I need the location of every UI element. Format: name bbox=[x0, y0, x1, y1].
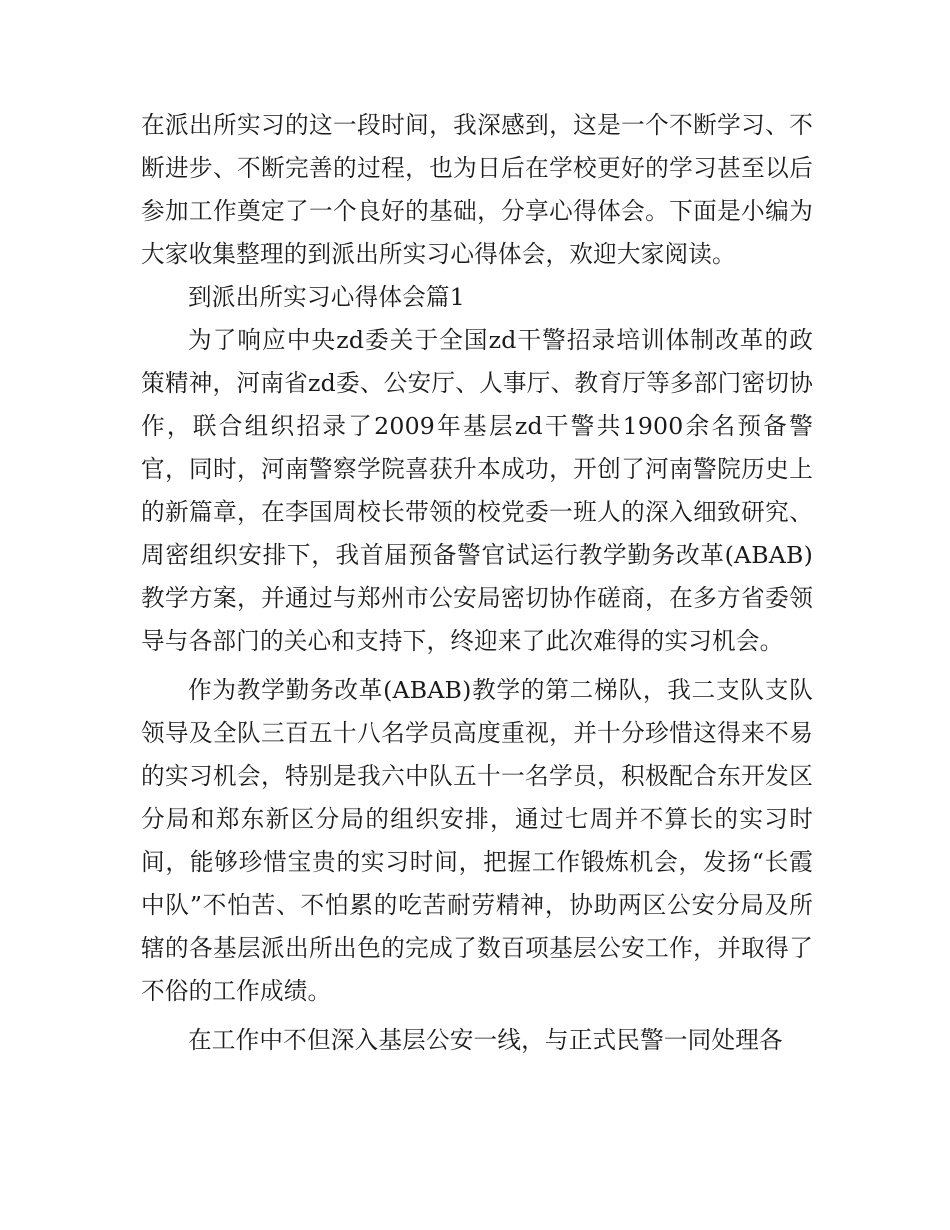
body-paragraph-2: 作为教学勤务改革(ABAB)教学的第二梯队，我二支队支队领导及全队三百五十八名学员高度重视，并十分珍惜这得来不易的实习机会，特别是我六中队五十一名学员，积极配合东开发区分局和郑东新区分局的组织安排，通过七周并不算长的实习时间，能够珍惜宝贵的实习时间，把握工作锻炼机会，发扬“长霞中队”不怕苦、不怕累的吃苦耐劳精神，协助两区公安分局及所辖的各基层派出所出色的完成了数百项基层公安工作，并取得了不俗的工作成绩。 bbox=[141, 676, 813, 1005]
section-title: 到派出所实习心得体会篇1 bbox=[188, 283, 465, 311]
intro-paragraph: 在派出所实习的这一段时间，我深感到，这是一个不断学习、不断进步、不断完善的过程，也为日后在学校更好的学习甚至以后参加工作奠定了一个良好的基础，分享心得体会。下面是小编为大家收集整理的到派出所实习心得体会，欢迎大家阅读。 bbox=[141, 111, 813, 268]
document-body bbox=[141, 104, 813, 1062]
body-paragraph-3: 在工作中不但深入基层公安一线，与正式民警一同处理各 bbox=[188, 1026, 783, 1054]
body-paragraph-1: 为了响应中央zd委关于全国zd干警招录培训体制改革的政策精神，河南省zd委、公安厅、人事厅、教育厅等多部门密切协作，联合组织招录了2009年基层zd干警共1900余名预备警官，同时，河南警察学院喜获升本成功，开创了河南警院历史上的新篇章，在李国周校长带领的校党委一班人的深入细致研究、周密组织安排下，我首届预备警官试运行教学勤务改革(ABAB)教学方案，并通过与郑州市公安局密切协作磋商，在多方省委领导与各部门的关心和支持下，终迎来了此次难得的实习机会。 bbox=[141, 326, 813, 655]
